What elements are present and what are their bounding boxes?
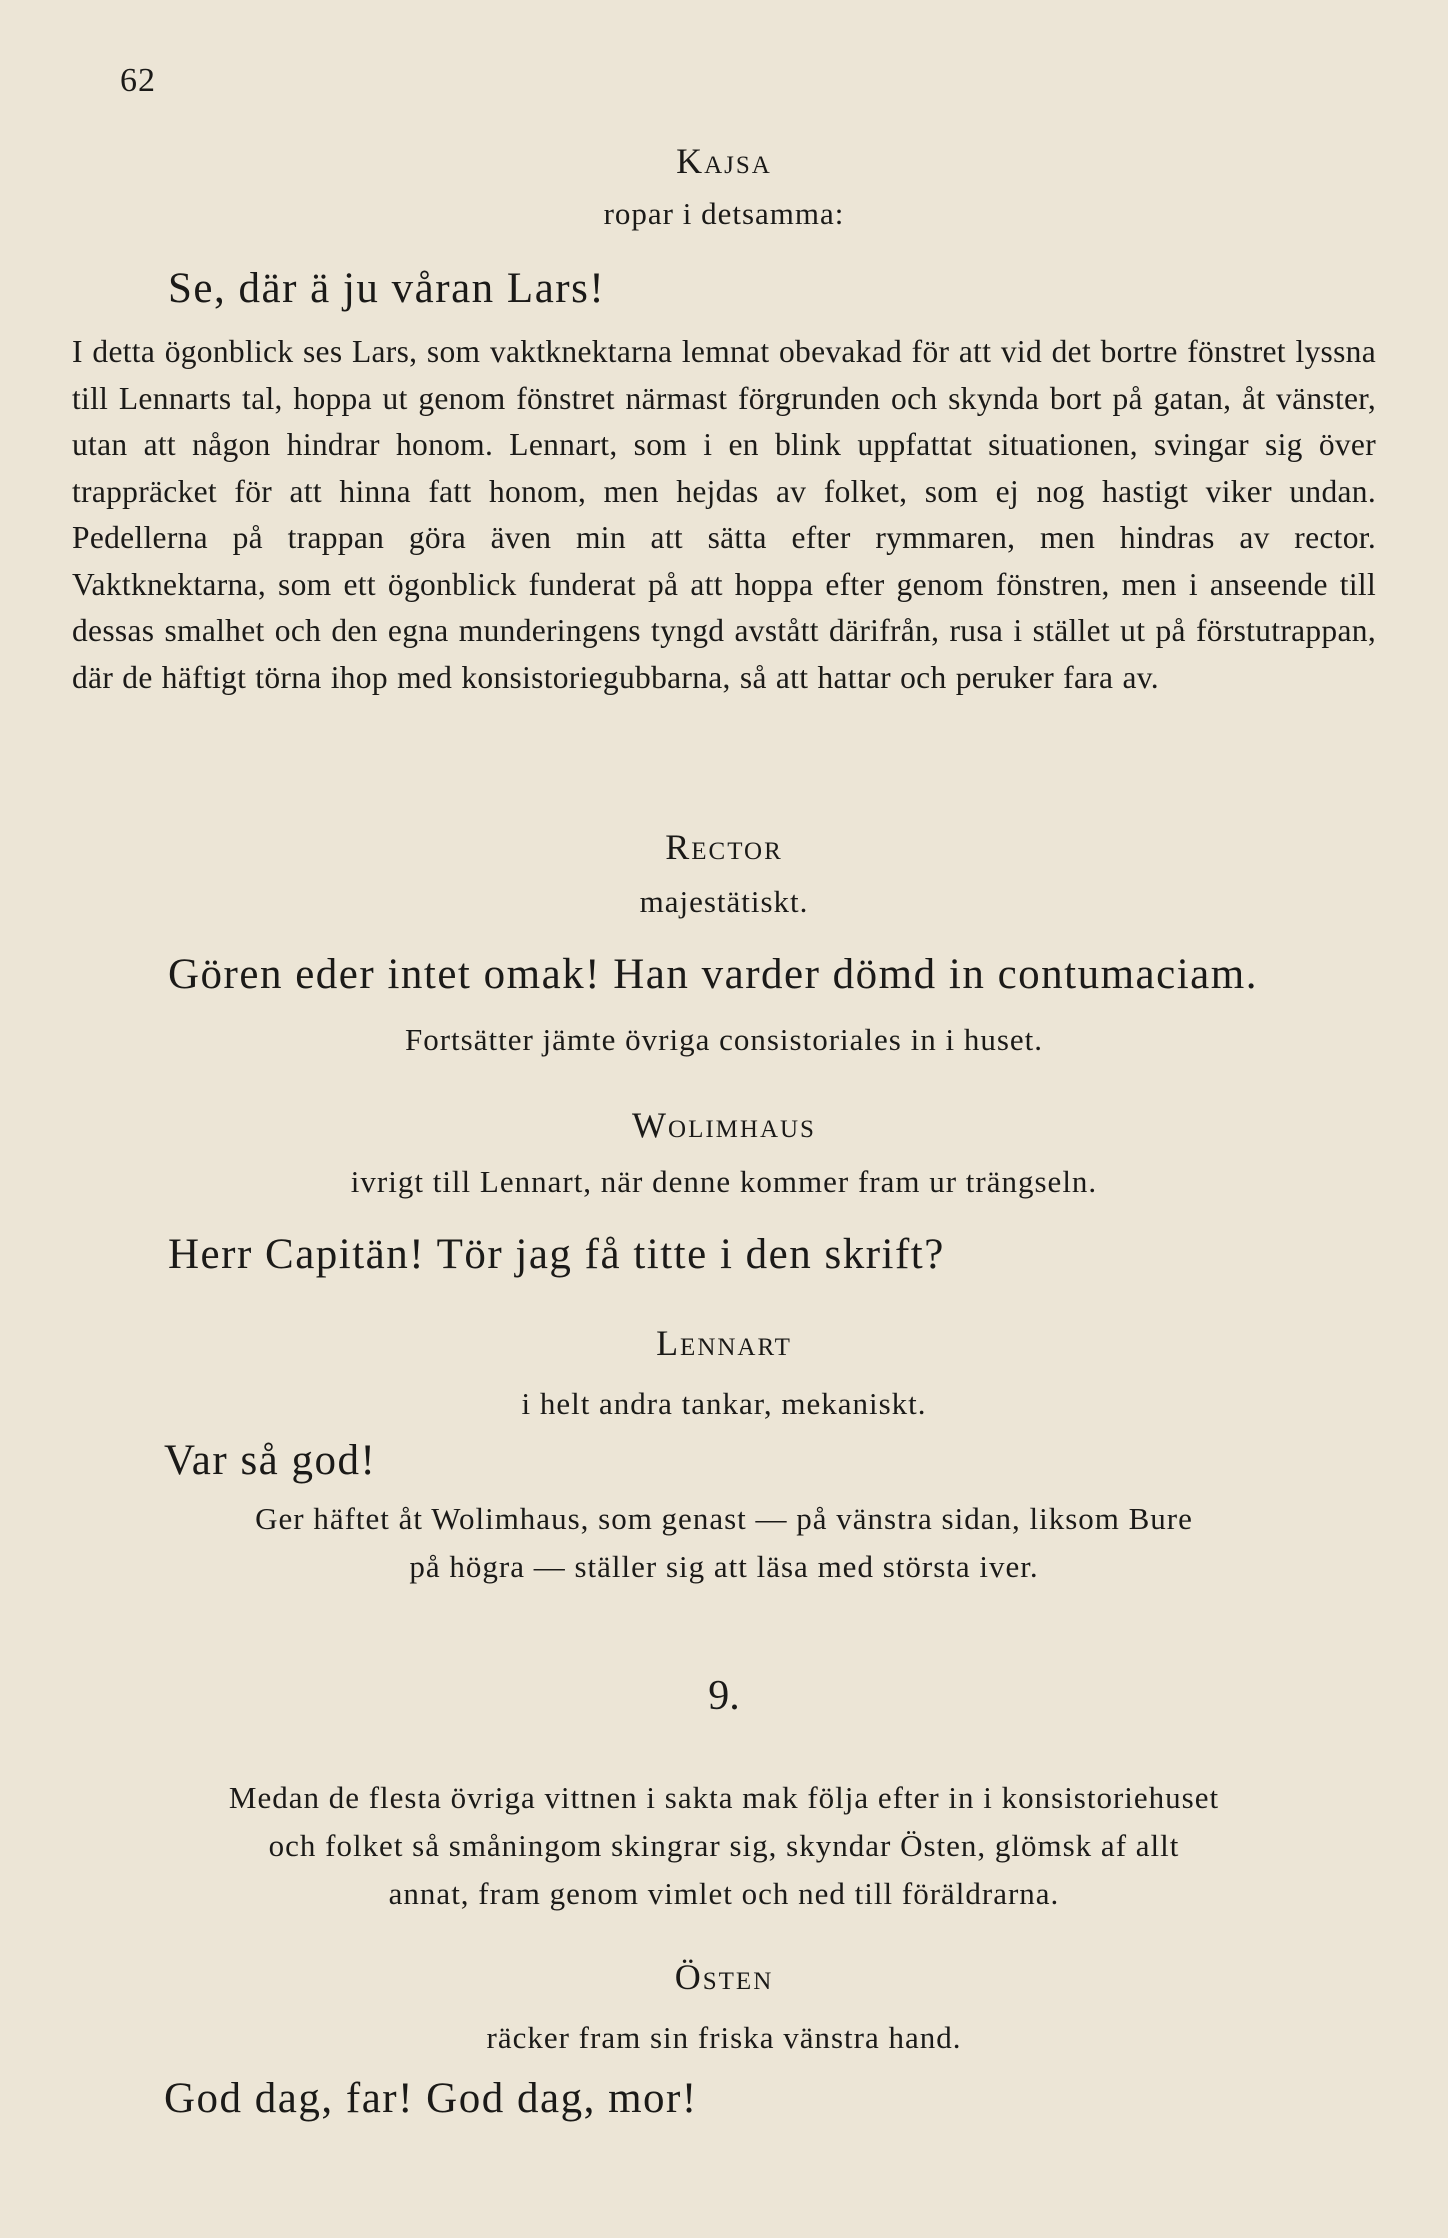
- speaker-lennart: Lennart: [656, 1323, 792, 1363]
- speaker-kajsa: Kajsa: [676, 141, 772, 181]
- scene-text-line-2: och folket så småningom skingrar sig, skyndar Östen, glömsk af allt: [268, 1828, 1180, 1863]
- speech-lennart: Var så god!: [164, 1437, 377, 1484]
- direction-osten: räcker fram sin friska vänstra hand.: [486, 2020, 962, 2055]
- speaker-wolimhaus: Wolimhaus: [632, 1105, 816, 1145]
- speech-rector: Gören eder intet omak! Han varder dömd in contumaciam.: [168, 951, 1258, 998]
- stage-direction-lennart-line-1: Ger häftet åt Wolimhaus, som genast — på vänstra sidan, liksom Bure: [255, 1501, 1193, 1536]
- direction-wolimhaus: ivrigt till Lennart, när denne kommer fram ur trängseln.: [350, 1164, 1098, 1199]
- stage-direction-rector: Fortsätter jämte övriga consistoriales in i huset.: [404, 1022, 1044, 1057]
- scene-text-line-1: Medan de flesta övriga vittnen i sakta mak följa efter in i konsistoriehuset: [228, 1780, 1220, 1815]
- speaker-osten: Östen: [674, 1957, 774, 1997]
- speech-wolimhaus: Herr Capitän! Tör jag få titte i den skrift?: [168, 1231, 945, 1278]
- speech-osten: God dag, far! God dag, mor!: [164, 2075, 698, 2122]
- page-number: 62: [120, 62, 156, 99]
- stage-direction-paragraph: I detta ögonblick ses Lars, som vaktknektarna lemnat obevakad för att vid det bortre fönstret lyssna till Lennarts tal, hoppa ut genom fönstret närmast förgrunden och skynda bort på gatan, åt vänster, utan att någon hindrar honom. Lennart, som i en blink uppfattat situationen, svingar sig över trappräcket för att hinna fatt honom, men hejdas av folket, som ej nog hastigt viker undan. Pedellerna på trappan göra även min att sätta efter rymmaren, men hindras av rector. Vaktknektarna, som ett ögonblick funderat på att hoppa efter genom fönstren, men i anseende till dessas smalhet och den egna munderingens tyngd avstått därifrån, rusa i stället ut på förstutrappan, där de häftigt törna ihop med konsistoriegubbarna, så att hattar och peruker fara av.: [72, 334, 1376, 695]
- scene-text-line-3: annat, fram genom vimlet och ned till föräldrarna.: [388, 1876, 1060, 1911]
- speaker-rector: Rector: [665, 827, 783, 867]
- direction-lennart: i helt andra tankar, mekaniskt.: [521, 1386, 927, 1421]
- stage-direction-lennart-line-2: på högra — ställer sig att läsa med största iver.: [409, 1549, 1039, 1584]
- direction-kajsa: ropar i detsamma:: [603, 196, 845, 231]
- speech-kajsa: Se, där ä ju våran Lars!: [168, 265, 606, 312]
- direction-rector: majestätiskt.: [639, 884, 809, 919]
- scene-number: 9.: [708, 1673, 740, 1719]
- book-page: [72, 0, 1376, 2238]
